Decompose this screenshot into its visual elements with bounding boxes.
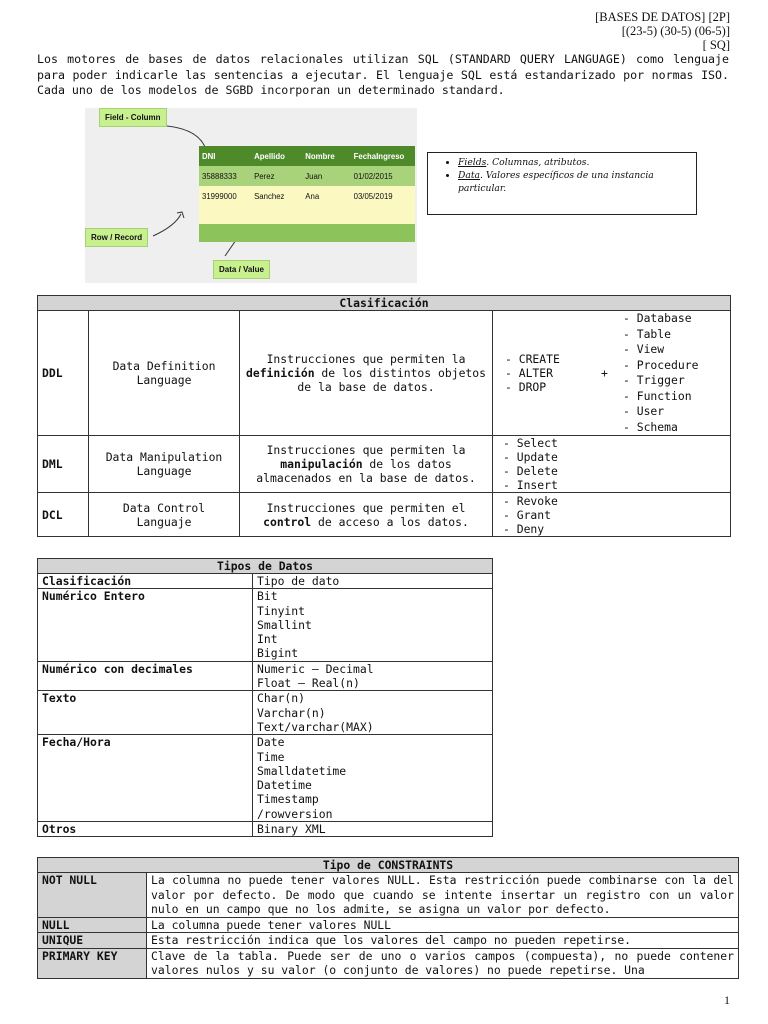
table-row [38, 691, 493, 735]
intro-paragraph: Los motores de bases de datos relacionales utilizan SQL (STANDARD QUERY LANGUAGE) como lenguaje para poder indicarle las sentencias a ejecutar. El lenguaje SQL está estandarizado por normas ISO. Cada uno de los modelos de SGBD incorporan un determinado standard. [37, 52, 729, 97]
dml-name: Data Manipulation Language [89, 436, 240, 493]
dcl-key: DCL [38, 493, 89, 537]
doc-header-title: [BASES DE DATOS] [2P] [595, 10, 730, 24]
table-row [38, 574, 493, 589]
tipo-valores: Char(n) Varchar(n) Text/varchar(MAX) [253, 691, 493, 735]
dml-key: DML [38, 436, 89, 493]
table-row [38, 822, 493, 837]
table-row [38, 948, 739, 978]
plus-sign: + [601, 366, 608, 380]
table-row [38, 917, 739, 933]
ddl-object: - Function [623, 388, 692, 403]
dml-cmd: - Select [503, 436, 558, 450]
ddl-cmd: - DROP [505, 380, 547, 394]
sample-table-row [199, 224, 415, 242]
dml-cmd: - Delete [503, 464, 558, 478]
table-row [38, 493, 731, 537]
cell: 01/02/2015 [353, 171, 393, 181]
legend-item-fields: • Fields. Columnas, atributos. [458, 156, 688, 169]
cell: Juan [305, 171, 323, 181]
page-number: 1 [724, 993, 730, 1007]
ddl-object: - Procedure [623, 357, 699, 372]
table-row [38, 735, 493, 822]
tipo-clasificacion: Numérico con decimales [38, 661, 253, 691]
header-nombre: Nombre [305, 151, 335, 161]
table-row [38, 873, 739, 918]
ddl-commands [493, 311, 731, 436]
constraint-name: PRIMARY KEY [38, 948, 147, 978]
dcl-name: Data Control Languaje [89, 493, 240, 537]
cell: 03/05/2019 [353, 191, 393, 201]
dml-cmd: - Update [503, 450, 558, 464]
constraint-desc: Esta restricción indica que los valores del campo no pueden repetirse. [147, 933, 739, 949]
constraint-desc: Clave de la tabla. Puede ser de uno o varios campos (compuesta), no puede contener valores nulos y su valor (o conjunto de valores) no puede repetirse. Una [147, 948, 739, 978]
cell: 31999000 [202, 191, 237, 201]
constraints-table [37, 857, 739, 979]
doc-header-topic: [ SQ] [702, 38, 730, 52]
tipo-clasificacion: Otros [38, 822, 253, 837]
ddl-cmd: - ALTER [505, 366, 554, 380]
tipo-clasificacion: Numérico Entero [38, 589, 253, 661]
data-value-label: Data / Value [213, 260, 270, 279]
ddl-object: - Database [623, 311, 692, 325]
legend-item-data: • Data. Valores específicos de una instancia particular. [458, 169, 688, 195]
constraint-desc: La columna puede tener valores NULL [147, 917, 739, 933]
tipos-col2-header: Tipo de dato [253, 574, 493, 589]
sample-table [199, 146, 415, 242]
dcl-commands [493, 493, 731, 537]
constraint-name: UNIQUE [38, 933, 147, 949]
table-row [38, 436, 731, 493]
tipo-valores: Bit Tinyint Smallint Int Bigint [253, 589, 493, 661]
sample-table-row [199, 166, 415, 186]
constraint-desc: La columna no puede tener valores NULL. Esta restricción puede combinarse con la del valor por defecto. De modo que cuando se intente insertar un registro con un valor nulo en un campo que no los admite, se asigna un valor por defecto. [147, 873, 739, 918]
header-apellido: Apellido [254, 151, 285, 161]
tipo-valores: Date Time Smalldatetime Datetime Timestamp /rowversion [253, 735, 493, 822]
ddl-cmd: - CREATE [505, 352, 560, 366]
table-row [38, 933, 739, 949]
cell: Ana [305, 191, 320, 201]
tipos-de-datos-table [37, 558, 493, 837]
dcl-desc: Instrucciones que permiten el control de acceso a los datos. [240, 493, 493, 537]
dcl-cmd: - Deny [503, 521, 545, 536]
table-row [38, 311, 731, 436]
sample-table-header [199, 146, 415, 166]
tipos-title: Tipos de Datos [38, 559, 493, 574]
ddl-key: DDL [38, 311, 89, 436]
tipo-valores: Binary XML [253, 822, 493, 837]
cell: Perez [254, 171, 275, 181]
cell: 35888333 [202, 171, 237, 181]
cell: Sanchez [254, 191, 285, 201]
clasificacion-title: Clasificación [38, 296, 731, 311]
tipo-clasificacion: Texto [38, 691, 253, 735]
row-record-label: Row / Record [85, 228, 148, 247]
ddl-object: - View [623, 342, 665, 356]
sample-table-row [199, 186, 415, 206]
constraints-title: Tipo de CONSTRAINTS [38, 858, 739, 873]
tipos-col1-header: Clasificación [38, 574, 253, 589]
dml-cmd: - Insert [503, 478, 558, 492]
ddl-object: - Trigger [623, 373, 685, 387]
tipo-valores: Numeric – Decimal Float – Real(n) [253, 661, 493, 691]
dcl-cmd: - Revoke [503, 493, 558, 508]
constraint-name: NULL [38, 917, 147, 933]
ddl-object: - Schema [623, 419, 678, 434]
field-column-label: Field - Column [99, 108, 167, 127]
dcl-cmd: - Grant [503, 507, 552, 522]
table-row [38, 661, 493, 691]
ddl-object: - User [623, 404, 665, 418]
legend-box [427, 152, 697, 215]
doc-header-dates: [(23-5) (30-5) (06-5)] [621, 24, 730, 38]
constraint-name: NOT NULL [38, 873, 147, 918]
ddl-object: - Table [623, 326, 672, 341]
dml-commands [493, 436, 731, 493]
table-diagram [85, 108, 417, 283]
ddl-name: Data Definition Language [89, 311, 240, 436]
header-dni: DNI [202, 151, 216, 161]
ddl-desc: Instrucciones que permiten la definición de los distintos objetos de la base de datos. [240, 311, 493, 436]
header-fechaingreso: FechaIngreso [353, 151, 405, 161]
clasificacion-table [37, 295, 731, 537]
dml-desc: Instrucciones que permiten la manipulación de los datos almacenados en la base de datos. [240, 436, 493, 493]
table-row [38, 589, 493, 661]
tipo-clasificacion: Fecha/Hora [38, 735, 253, 822]
sample-table-row [199, 206, 415, 224]
